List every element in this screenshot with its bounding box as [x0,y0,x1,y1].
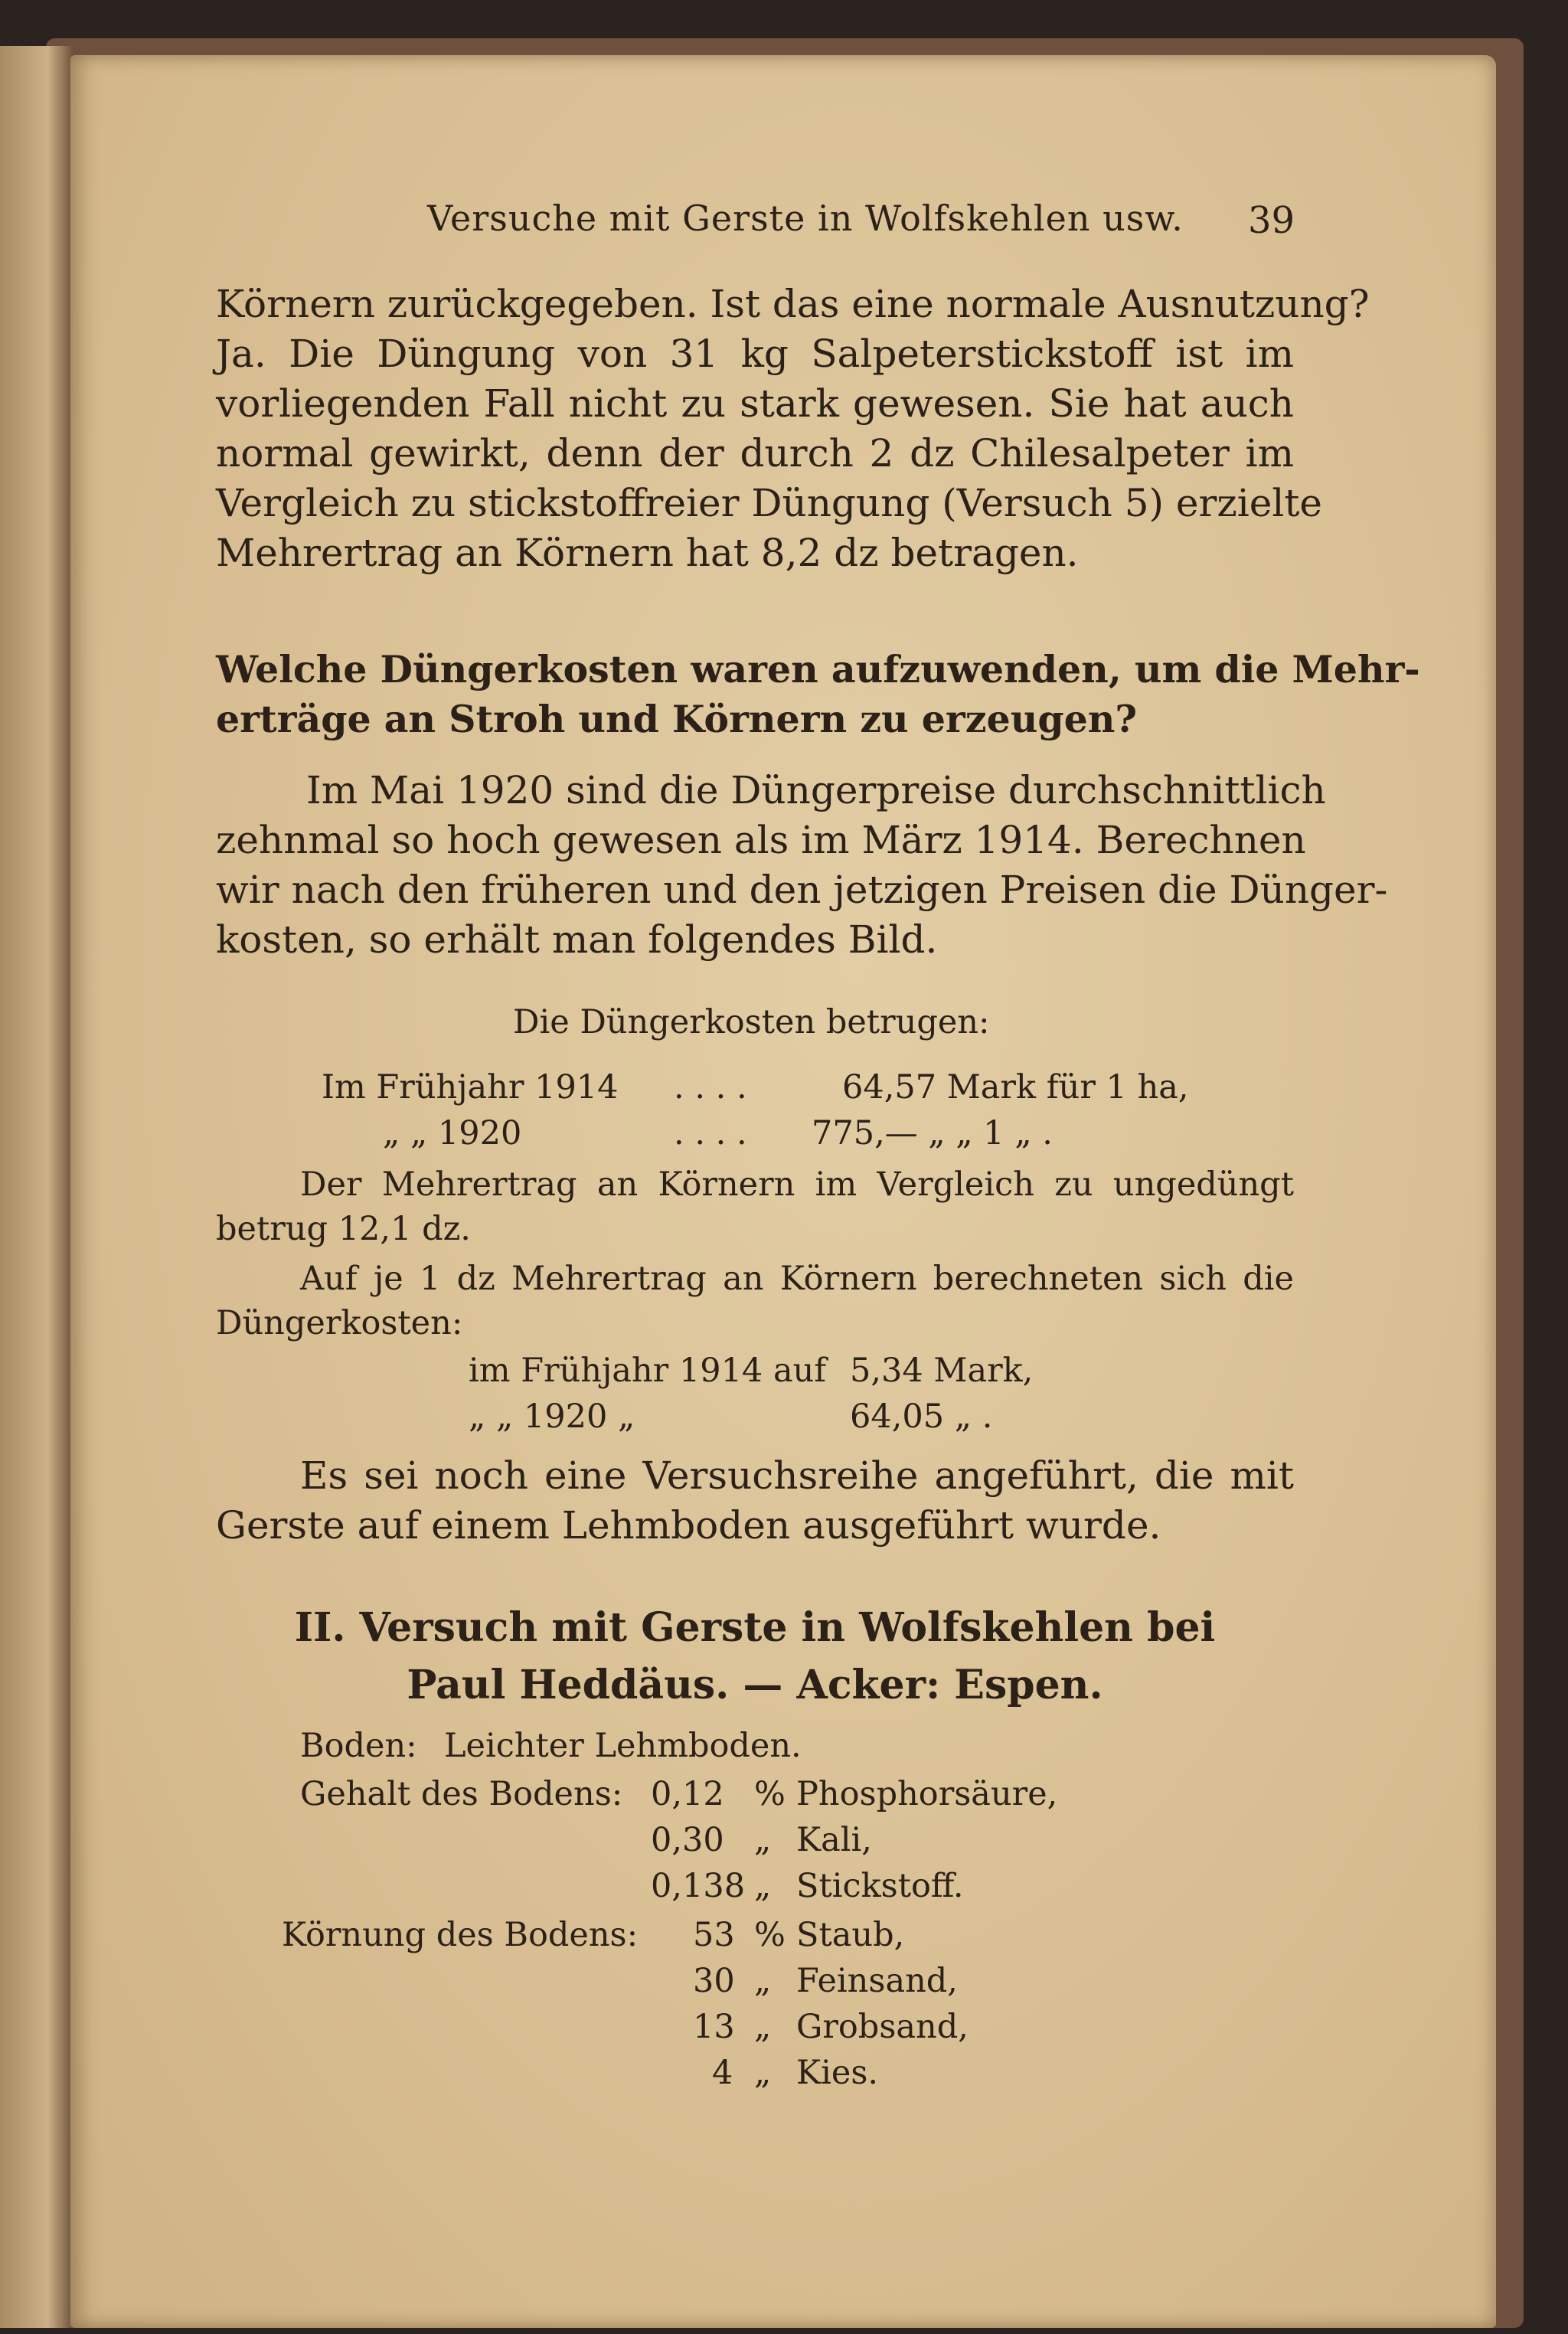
text-line: Auf je 1 dz Mehrertrag an Körnern berechneten sich die [300,1260,1294,1298]
soil-unit: „ [754,1821,772,1859]
soil-num: 0,30 [651,1821,724,1859]
soil-name: Kali, [796,1821,872,1859]
per-dz-value: 64,05 „ . [850,1397,993,1436]
question-heading: Welche Düngerkosten waren aufzuwenden, um die Mehr- [216,647,1420,691]
soil-num: 0,138 [651,1867,746,1905]
soil-name: Grobsand, [796,2008,969,2046]
costs-row-dots: . . . . [674,1068,747,1107]
text-line: normal gewirkt, denn der durch 2 dz Chilesalpeter im [216,431,1294,476]
text-line: Es sei noch eine Versuchsreihe angeführt, die mit [300,1453,1294,1498]
soil-value: Leichter Lehmboden. [444,1727,802,1765]
text-line: Düngerkosten: [216,1304,463,1342]
text-line: Ja. Die Düngung von 31 kg Salpeterstickstoff ist im [216,332,1294,376]
soil-num: 13 [693,2008,735,2046]
text-line: Vergleich zu stickstoffreier Düngung (Versuch 5) erzielte [216,481,1322,525]
soil-name: Kies. [796,2054,879,2092]
soil-unit: „ [754,1867,772,1905]
section-heading: II. Versuch mit Gerste in Wolfskehlen bei [294,1604,1216,1651]
costs-row-label: „ „ 1920 [383,1114,522,1152]
soil-unit: % [754,1775,786,1813]
soil-unit: „ [754,1962,772,2000]
text-line: zehnmal so hoch gewesen als im März 1914. Berechnen [216,818,1306,862]
page-number: 39 [1248,199,1295,242]
soil-name: Staub, [796,1916,905,1954]
soil-label: Boden: [300,1727,417,1765]
question-heading: erträge an Stroh und Körnern zu erzeugen? [216,697,1138,741]
soil-name: Stickstoff. [796,1867,964,1905]
text-line: Körnern zurückgegeben. Ist das eine normale Ausnutzung? [216,282,1370,326]
soil-name: Feinsand, [796,1962,958,2000]
text-line: Gerste auf einem Lehmboden ausgeführt wurde. [216,1503,1161,1548]
soil-num: 0,12 [651,1775,724,1813]
costs-intro: Die Düngerkosten betrugen: [513,1003,990,1041]
soil-num: 53 [693,1916,735,1954]
costs-row-value: 775,— „ „ 1 „ . [812,1114,1053,1152]
text-line: kosten, so erhält man folgendes Bild. [216,917,938,962]
soil-unit: „ [754,2054,772,2092]
text-line: betrug 12,1 dz. [216,1210,471,1248]
running-title: Versuche mit Gerste in Wolfskehlen usw. [427,198,1184,239]
soil-num: 4 [712,2054,733,2092]
soil-unit: % [754,1916,786,1954]
costs-row-dots: . . . . [674,1114,747,1152]
text-line: Der Mehrertrag an Körnern im Vergleich zu ungedüngt [300,1165,1294,1204]
soil-num: 30 [693,1962,735,2000]
text-line: wir nach den früheren und den jetzigen Preisen die Dünger- [216,868,1388,912]
per-dz-value: 5,34 Mark, [850,1352,1034,1390]
per-dz-label: im Frühjahr 1914 auf [469,1352,827,1390]
costs-row-label: Im Frühjahr 1914 [322,1068,619,1107]
text-line: vorliegenden Fall nicht zu stark gewesen. Sie hat auch [216,381,1294,426]
soil-unit: „ [754,2008,772,2046]
section-heading: Paul Heddäus. — Acker: Espen. [407,1662,1103,1708]
left-page-edge [0,46,74,2328]
costs-row-value: 64,57 Mark für 1 ha, [842,1068,1189,1107]
text-line: Mehrertrag an Körnern hat 8,2 dz betragen. [216,531,1079,575]
soil-label: Gehalt des Bodens: [300,1775,623,1813]
text-line: Im Mai 1920 sind die Düngerpreise durchschnittlich [306,768,1326,812]
soil-label: Körnung des Bodens: [282,1916,639,1954]
per-dz-label: „ „ 1920 „ [469,1397,635,1436]
soil-name: Phosphorsäure, [796,1775,1058,1813]
